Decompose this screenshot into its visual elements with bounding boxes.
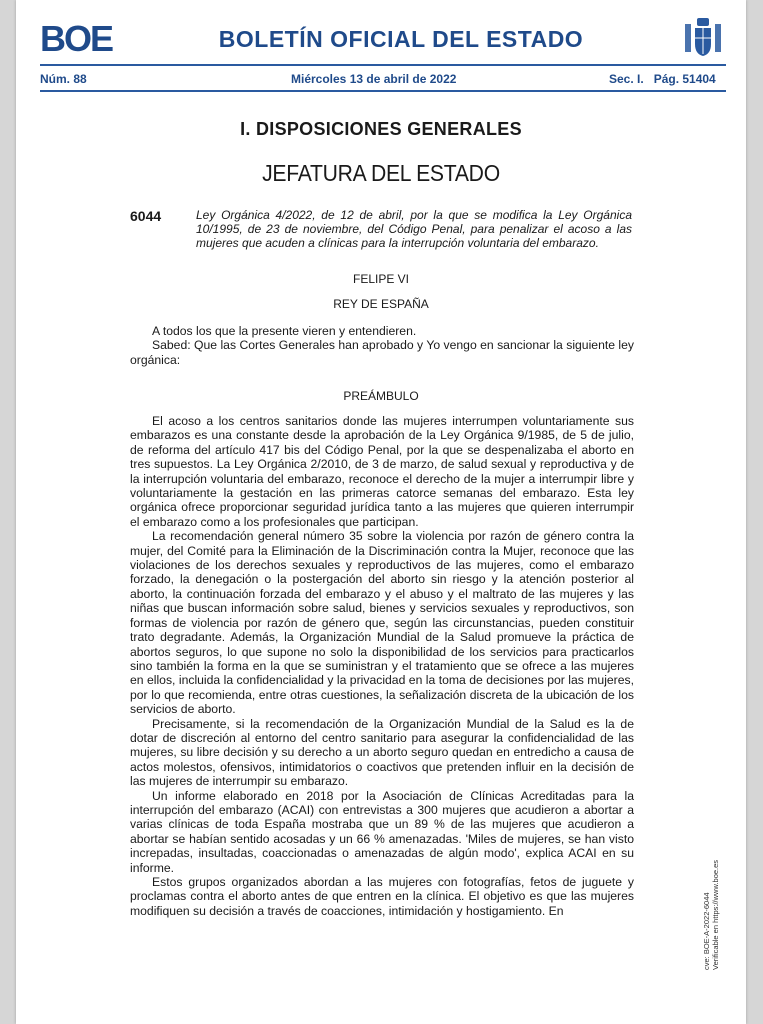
paragraph: Precisamente, si la recomendación de la Organización Mundial de la Salud es la de dotar de discreción al entorno del centro sanitario para asegurar la confidencialidad de las mujeres, su libre decisión y su derecho a un aborto seguro quedan en entredicho a causa de actos molestos, ofensivos, intimidatorios o coactivos que pretenden influir en la decisión de las mujeres de interrumpir su embarazo. <box>130 716 634 789</box>
document-page <box>16 0 746 1024</box>
cve-url: Verificable en https://www.boe.es <box>711 859 720 970</box>
preamble-heading: PREÁMBULO <box>343 389 419 403</box>
cve-code: cve: BOE-A-2022-6044 <box>702 892 711 970</box>
intro-line: A todos los que la presente vieren y entendieren. <box>152 324 417 338</box>
cve-verification <box>702 830 742 970</box>
section-title: I. DISPOSICIONES GENERALES <box>240 119 522 139</box>
header-title: BOLETÍN OFICIAL DEL ESTADO <box>218 26 584 52</box>
preamble-body <box>130 414 634 918</box>
boe-logo-mark <box>40 20 120 56</box>
section-page: Sec. I. Pág. 51404 <box>609 72 716 86</box>
coat-of-arms-icon <box>681 14 725 60</box>
law-number: 6044 <box>130 208 162 224</box>
paragraph: Estos grupos organizados abordan a las mujeres con fotografías, fetos de juguete y proclamas contra el aborto antes de que entren en la clínica. El objetivo es que las mujeres modifiquen su decisión a través de coacciones, intimidación y hostigamiento. En <box>130 875 634 918</box>
boe-logo-text: BOE <box>40 20 113 56</box>
boe-logo <box>40 20 120 56</box>
issue-number: Núm. 88 <box>40 72 87 86</box>
cve-text <box>702 860 720 970</box>
paragraph: Un informe elaborado en 2018 por la Asociación de Clínicas Acreditadas para la interrupción del embarazo (ACAI) con entrevistas a 300 mujeres que acudieron a abortar a varias clínicas de toda España mostraba que un 89 % de las mujeres que acudieron a abortar se habían sentido acosadas y un 66 % amenazadas. 'Miles de mujeres, se han visto increpadas, insultadas, coaccionadas o amenazadas de algún modo', explica ACAI en su informe. <box>130 788 634 875</box>
intro-line: Sabed: Que las Cortes Generales han aprobado y Yo vengo en sancionar la siguiente ley orgánica: <box>130 338 634 367</box>
king-title: REY DE ESPAÑA <box>333 297 429 311</box>
law-title: Ley Orgánica 4/2022, de 12 de abril, por la que se modifica la Ley Orgánica 10/1995, de 23 de noviembre, del Código Penal, para penalizar el acoso a las mujeres que acuden a clínicas para la interrupción voluntaria del embarazo. <box>196 208 632 250</box>
paragraph: La recomendación general número 35 sobre la violencia por razón de género contra la mujer, del Comité para la Eliminación de la Discriminación contra la Mujer, reconoce que las violaciones de los derechos sexuales y reproductivos de las mujeres, como el embarazo forzado, la denegación o la postergación del aborto sin riesgo y la atención posterior al aborto, la continuación forzada del embarazo y el abuso y el maltrato de las mujeres y las niñas que buscan información sobre salud, bienes y servicios sexuales y reproductivos, son formas de violencia por razón de género que, según las circunstancias, pueden constituir trato degradante. Además, la Organización Mundial de la Salud promueve la práctica de abortos seguros, lo que supone no solo la disponibilidad de los servicios para practicarlos sino también la forma en la que se suministran y el tratamiento que se ofrece a las mujeres en ellos, incluida la confidencialidad y la privacidad en la toma de decisiones por las mujeres, por lo que recomienda, entre otras cuestiones, la señalización discreta de la ubicación de los servicios de aborto. <box>130 529 634 717</box>
king-name: FELIPE VI <box>352 272 410 286</box>
issue-date: Miércoles 13 de abril de 2022 <box>291 72 457 86</box>
header-rule-bottom <box>40 90 726 92</box>
intro-block <box>130 324 634 367</box>
organism-title: JEFATURA DEL ESTADO <box>262 160 500 186</box>
paragraph: El acoso a los centros sanitarios donde las mujeres interrumpen voluntariamente sus embarazos es una constante desde la aprobación de la Ley Orgánica 9/1985, de 5 de julio, de reforma del artículo 417 bis del Código Penal, por la que se despenalizaba el aborto en tres supuestos. La Ley Orgánica 2/2010, de 3 de marzo, de salud sexual y reproductiva y de la interrupción voluntaria del embarazo, reconoce el derecho de la mujer a interrumpir libre y voluntariamente la gestación en las primeras catorce semanas del embarazo. Esta ley orgánica ofrece proporcionar seguridad jurídica tanto a las mujeres que quieren interrumpir el embarazo como a los profesionales que participan. <box>130 414 634 529</box>
header-rule-top <box>40 64 726 66</box>
